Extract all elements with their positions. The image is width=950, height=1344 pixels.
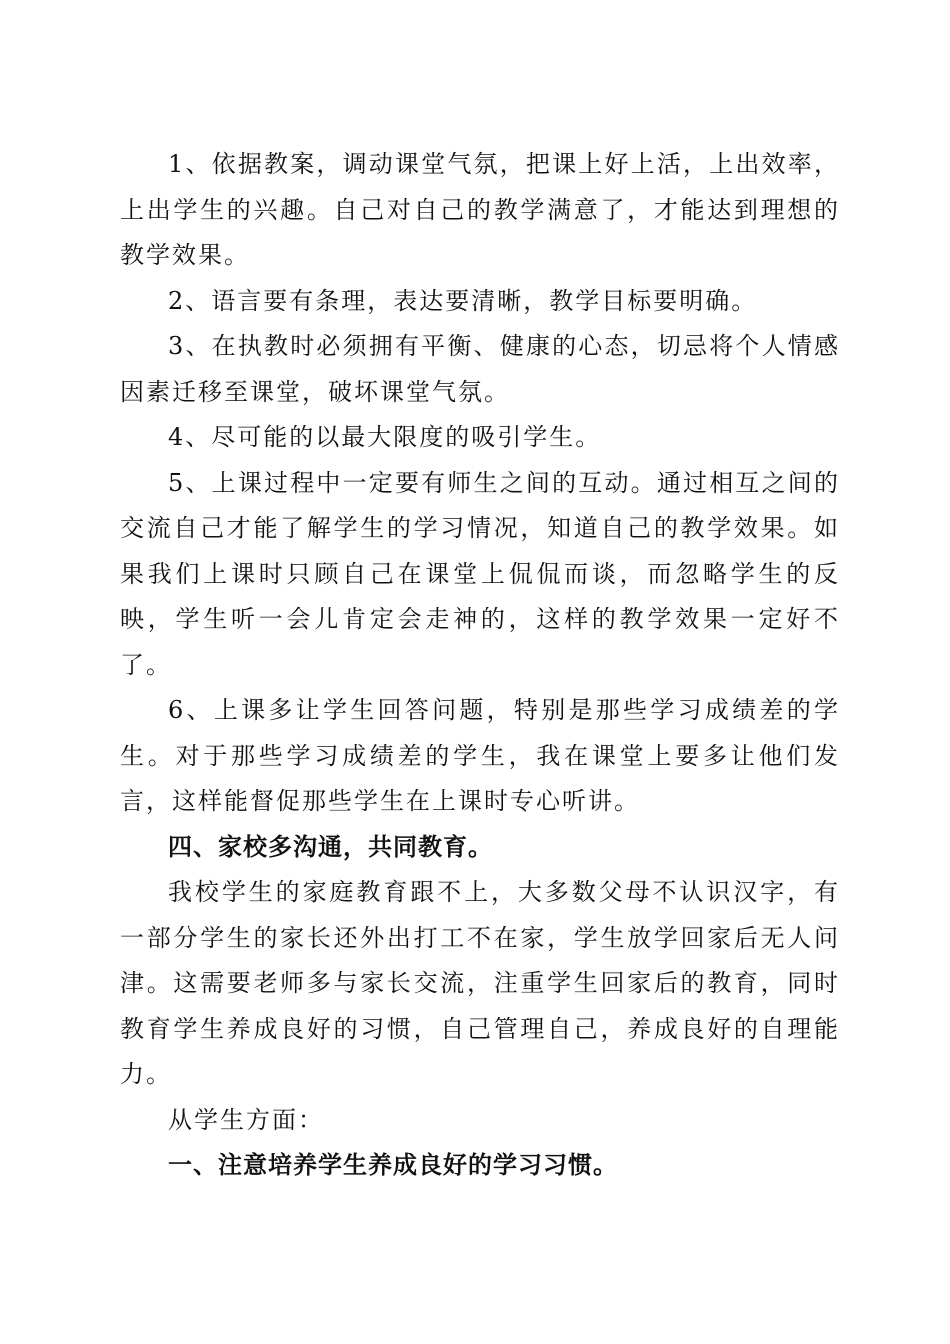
paragraph-item-6: 6、上课多让学生回答问题，特别是那些学习成绩差的学生。对于那些学习成绩差的学生，我在课堂上要多让他们发言，这样能督促那些学生在上课时专心听讲。 xyxy=(120,696,840,815)
paragraph-item-4: 4、尽可能的以最大限度的吸引学生。 xyxy=(168,423,602,451)
paragraph-item-2: 2、语言要有条理，表达要清晰，教学目标要明确。 xyxy=(168,286,758,315)
paragraph-student-aspect: 从学生方面： xyxy=(168,1105,324,1134)
document-body xyxy=(120,142,840,1189)
paragraph-item-5: 5、上课过程中一定要有师生之间的互动。通过相互之间的交流自己才能了解学生的学习情况，知道自己的教学效果。如果我们上课时只顾自己在课堂上侃侃而谈，而忽略学生的反映，学生听一会儿肯定会走神的，这样的教学效果一定好不了。 xyxy=(120,468,840,679)
paragraph-item-1: 1、依据教案，调动课堂气氛，把课上好上活，上出效率，上出学生的兴趣。自己对自己的教学满意了，才能达到理想的教学效果。 xyxy=(120,150,840,269)
section-heading-family-school: 四、家校多沟通，共同教育。 xyxy=(168,832,493,861)
paragraph-item-3: 3、在执教时必须拥有平衡、健康的心态，切忌将个人情感因素迁移至课堂，破坏课堂气氛。 xyxy=(120,332,840,406)
section-heading-study-habits: 一、注意培养学生养成良好的学习习惯。 xyxy=(168,1151,618,1179)
paragraph-family-education: 我校学生的家庭教育跟不上，大多数父母不认识汉字，有一部分学生的家长还外出打工不在家，学生放学回家后无人问津。这需要老师多与家长交流，注重学生回家后的教育，同时教育学生养成良好的习惯，自己管理自己，养成良好的自理能力。 xyxy=(120,878,840,1088)
